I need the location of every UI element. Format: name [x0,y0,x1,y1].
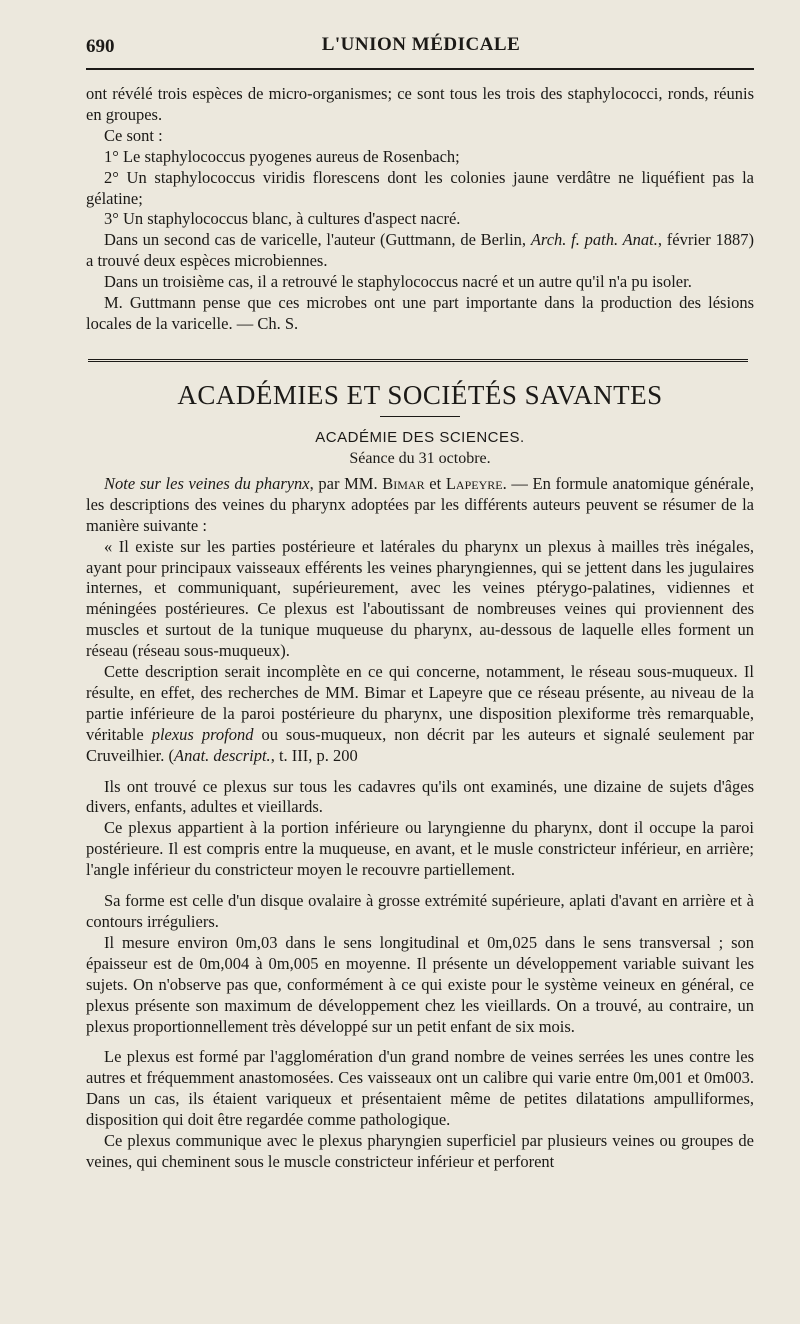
list-item: 3° Un staphylococcus blanc, à cultures d'aspect nacré. [104,209,461,229]
paragraph: Ce sont : [104,125,163,145]
author: Lapeyre [445,473,503,493]
paragraph: Il mesure environ 0m,03 dans le sens longitudinal et 0m,025 dans le sens transversal ; son épaisseur est de 0m,004 à 0m,005 en moyenne. Il présente un développement variable suivant les sujets. On n'observe pas que, conformément à ce qui existe pour le système veineux en général, ce plexus présente son maximum de développement chez les vieillards. On a trouvé, au contraire, un plexus proportionnellement très développé sur un petit enfant de six mois. [86,932,754,1036]
paragraph: Sa forme est celle d'un disque ovalaire à grosse extrémité supérieure, aplati d'avant en arrière et à contours irréguliers. [86,891,754,931]
citation: Anat. descript. [173,745,271,765]
section-separator [88,359,748,364]
academy-heading: ACADÉMIE DES SCIENCES. [315,428,525,446]
paragraph: Dans un second cas de varicelle, l'auteur (Guttmann, de Berlin, Arch. f. path. Anat., février 1887) a trouvé deux espèces microbiennes. [86,230,754,271]
paragraph: ont révélé trois espèces de micro-organismes; ce sont tous les trois des staphylococci, ronds, réunis en groupes. [86,84,754,124]
paragraph: M. Guttmann pense que ces microbes ont une part importante dans la production des lésions locales de la varicelle. — Ch. S. [86,293,754,333]
article-lead: Note sur les veines du pharynx, par MM. Bimar et Lapeyre. — En formule anatomique générale, les descriptions des veines du pharynx adoptées par les différents auteurs peuvent se résumer de la manière suivante : [86,473,754,535]
citation: Arch. f. path. Anat. [530,230,658,250]
paragraph: Cette description serait incomplète en ce qui concerne, notamment, le réseau sous-muqueux. Il résulte, en effet, des recherches de MM. Bimar et Lapeyre que ce réseau présente, au niveau de la partie inférieure de la paroi postérieure du pharynx, une disposition plexiforme très remarquable, véritable plexus profond ou sous-muqueux, non décrit par les auteurs et signalé seulement par Cruveilhier. (Anat. descript., t. III, p. 200 [86,662,755,765]
list-item: 1° Le staphylococcus pyogenes aureus de Rosenbach; [104,146,460,166]
page-number: 690 [86,36,115,57]
author: Bimar [382,473,425,493]
page-body [86,84,754,1173]
article-title: Note sur les veines du pharynx [104,473,310,493]
session-date: Séance du 31 octobre. [349,449,491,467]
header-rule [86,68,754,70]
paragraph: Dans un troisième cas, il a retrouvé le staphylococcus nacré et un autre qu'il n'a pu isoler. [104,272,692,292]
page-header [86,34,756,62]
running-title: L'UNION MÉDICALE [321,34,521,55]
paragraph: Le plexus est formé par l'agglomération d'un grand nombre de veines serrées les unes contre les autres et fréquemment anastomosées. Ces vaisseaux ont un calibre qui varie entre 0m,001 et 0m003. Dans un cas, ils étaient variqueux et présentaient même de petites dilatations ampulliformes, disposition qui doit être regardée comme pathologique. [86,1047,754,1130]
title-underline [380,416,460,417]
section-title: ACADÉMIES ET SOCIÉTÉS SAVANTES [177,379,663,410]
list-item: 2° Un staphylococcus viridis florescens dont les colonies jaune verdâtre ne liquéfient pas la gélatine; [86,167,754,208]
paragraph: Ils ont trouvé ce plexus sur tous les cadavres qu'ils ont examinés, une dizaine de sujets d'âges divers, enfants, adultes et vieillards. [86,776,754,817]
paragraph: Ce plexus communique avec le plexus pharyngien superficiel par plusieurs veines ou groupes de veines, qui cheminent sous le muscle constricteur inférieur et perforent [86,1131,754,1171]
quote-paragraph: « Il existe sur les parties postérieure et latérales du pharynx un plexus à mailles très inégales, ayant pour principaux vaisseaux efférents les veines pharyngiennes, qui se jettent dans les jugulaires internes, et communiquant, supérieurement, avec les veines ptérygo-palatines, vidiennes et méningées postérieures. Ce plexus est l'aboutissant de nombreuses veines qui proviennent des muscles et surtout de la tunique muqueuse du pharynx, au-dessous de laquelle elles forment un réseau (réseau sous-muqueux). [86,536,754,661]
paragraph: Ce plexus appartient à la portion inférieure ou laryngienne du pharynx, dont il occupe la paroi postérieure. Il est compris entre la muqueuse, en avant, et le musle constricteur inférieur, en arrière; l'angle inférieur du constricteur moyen le recouvre partiellement. [86,818,754,880]
